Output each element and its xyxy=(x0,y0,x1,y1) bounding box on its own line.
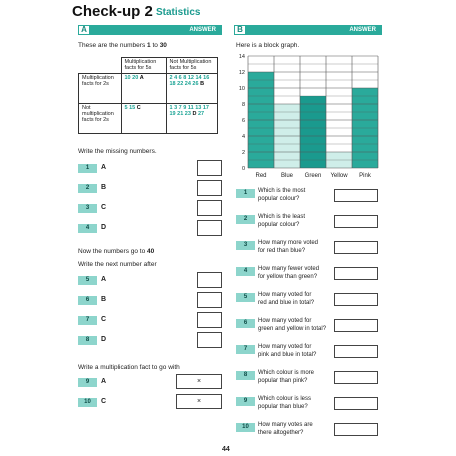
question-a-letter: C xyxy=(101,316,107,323)
question-b-line1: How many more voted xyxy=(258,240,319,246)
y-tick-label: 14 xyxy=(238,54,245,60)
question-b-number: 7 xyxy=(236,345,255,354)
question-a-number: 9 xyxy=(78,378,97,387)
section-a-intro: These are the numbers 1 to 30 xyxy=(78,42,167,49)
y-tick-label: 4 xyxy=(241,134,245,140)
y-tick-label: 10 xyxy=(238,86,245,92)
question-b-number: 5 xyxy=(236,293,255,302)
answer-box-a[interactable] xyxy=(197,312,222,328)
question-b-text xyxy=(258,395,311,411)
question-b-line2: popular than blue? xyxy=(258,404,308,410)
question-a-letter: C xyxy=(101,204,107,211)
question-a-number: 2 xyxy=(78,184,97,193)
table-cell-r1c1: 10 20 A xyxy=(121,74,166,104)
question-a-letter: B xyxy=(101,184,107,191)
answer-box-a[interactable] xyxy=(197,332,222,348)
section-b-answer-label: ANSWER xyxy=(349,27,376,33)
instruction-missing: Write the missing numbers. xyxy=(78,148,157,155)
question-b-text xyxy=(258,291,314,307)
answer-box-b[interactable] xyxy=(334,397,378,410)
question-b-line2: for red than blue? xyxy=(258,248,306,254)
question-b-number: 4 xyxy=(236,267,255,276)
question-b-line2: red and blue in total? xyxy=(258,300,315,306)
multiplication-answer-box[interactable] xyxy=(176,394,222,409)
answer-box-b[interactable] xyxy=(334,241,378,254)
question-b-number: 6 xyxy=(236,319,255,328)
answer-box-a[interactable] xyxy=(197,272,222,288)
table-cell-r2c1: 5 15 C xyxy=(121,104,166,134)
question-b-line1: How many voted for xyxy=(258,318,312,324)
table-cell-r1c2: 2 4 6 8 12 14 16 18 22 24 26 B xyxy=(166,74,218,104)
question-b-number: 2 xyxy=(236,215,255,224)
question-b-line2: popular than pink? xyxy=(258,378,308,384)
section-a-letter: A xyxy=(78,25,90,35)
section-b-intro: Here is a block graph. xyxy=(236,42,300,49)
section-a-bar xyxy=(78,25,222,35)
multiplication-answer-box[interactable] xyxy=(176,374,222,389)
question-b-line1: Which colour is less xyxy=(258,396,312,402)
question-b-text xyxy=(258,265,319,281)
question-a-letter: A xyxy=(101,164,107,171)
question-a-number: 4 xyxy=(78,224,97,233)
answer-box-b[interactable] xyxy=(334,423,378,436)
question-b-line1: Which is the least xyxy=(258,214,306,220)
instruction-mult-fact: Write a multiplication fact to go with xyxy=(78,364,180,371)
answer-box-a[interactable] xyxy=(197,160,222,176)
question-a-letter: A xyxy=(101,378,107,385)
question-b-line1: How many fewer voted xyxy=(258,266,320,272)
block-graph xyxy=(232,50,382,182)
question-b-line1: How many voted for xyxy=(258,344,312,350)
question-a-letter: D xyxy=(101,224,107,231)
question-b-line2: there altogether? xyxy=(258,430,304,436)
table-row1-header: Multiplication facts for 2s xyxy=(79,74,122,104)
question-b-line2: for yellow than green? xyxy=(258,274,318,280)
section-a-answer-label: ANSWER xyxy=(189,27,216,33)
question-b-line2: popular colour? xyxy=(258,196,300,202)
answer-box-b[interactable] xyxy=(334,319,378,332)
bar-green xyxy=(300,96,326,168)
question-b-number: 10 xyxy=(236,423,255,432)
question-b-line2: green and yellow in total? xyxy=(258,326,327,332)
question-a-letter: D xyxy=(101,336,107,343)
x-category-label: Blue xyxy=(280,173,294,179)
times-sign: × xyxy=(196,378,202,385)
answer-box-a[interactable] xyxy=(197,180,222,196)
section-b-bar xyxy=(234,25,382,35)
answer-box-a[interactable] xyxy=(197,200,222,216)
question-b-text xyxy=(258,369,314,385)
page-subtitle: Statistics xyxy=(156,7,201,18)
question-b-text xyxy=(258,317,326,333)
y-tick-label: 6 xyxy=(241,118,245,124)
times-sign: × xyxy=(196,398,202,405)
answer-box-b[interactable] xyxy=(334,345,378,358)
y-tick-label: 0 xyxy=(241,166,245,172)
x-category-label: Red xyxy=(255,173,267,179)
venn-table xyxy=(78,57,218,134)
question-b-line2: pink and blue in total? xyxy=(258,352,317,358)
y-tick-label: 8 xyxy=(241,102,245,108)
page-title: Check-up 2 xyxy=(72,3,153,20)
question-b-text xyxy=(258,187,305,203)
question-a-number: 3 xyxy=(78,204,97,213)
answer-box-a[interactable] xyxy=(197,292,222,308)
question-b-number: 9 xyxy=(236,397,255,406)
table-col1-header: Multiplication facts for 5s xyxy=(121,58,166,74)
instruction-go-to: Now the numbers go to 40 xyxy=(78,248,155,255)
question-a-number: 6 xyxy=(78,296,97,305)
answer-box-a[interactable] xyxy=(197,220,222,236)
y-tick-label: 2 xyxy=(241,150,245,156)
question-a-letter: C xyxy=(101,398,107,405)
question-b-text xyxy=(258,239,318,255)
table-cell-r2c2: 1 3 7 9 11 13 17 19 21 23 D 27 xyxy=(166,104,218,134)
question-b-number: 1 xyxy=(236,189,255,198)
x-category-label: Pink xyxy=(359,173,371,179)
answer-box-b[interactable] xyxy=(334,189,378,202)
question-b-line1: Which is the most xyxy=(258,188,306,194)
question-a-number: 8 xyxy=(78,336,97,345)
instruction-next-after: Write the next number after xyxy=(78,261,157,268)
table-col2-header: Not Multiplication facts for 5s xyxy=(166,58,218,74)
question-b-text xyxy=(258,421,313,437)
question-b-number: 8 xyxy=(236,371,255,380)
answer-box-b[interactable] xyxy=(334,215,378,228)
question-b-number: 3 xyxy=(236,241,255,250)
question-b-line1: How many votes are xyxy=(258,422,313,428)
question-b-text xyxy=(258,213,305,229)
question-b-line1: Which colour is more xyxy=(258,370,315,376)
x-category-label: Yellow xyxy=(330,173,348,179)
question-a-letter: B xyxy=(101,296,107,303)
question-a-number: 5 xyxy=(78,276,97,285)
answer-box-b[interactable] xyxy=(334,293,378,306)
y-tick-label: 12 xyxy=(238,70,245,76)
question-b-text xyxy=(258,343,316,359)
page-number: 44 xyxy=(222,446,230,453)
question-b-line2: popular colour? xyxy=(258,222,300,228)
table-row2-header: Not multiplication facts for 2s xyxy=(79,104,122,134)
question-a-number: 1 xyxy=(78,164,97,173)
answer-box-b[interactable] xyxy=(334,267,378,280)
question-b-line1: How many voted for xyxy=(258,292,312,298)
section-b-letter: B xyxy=(234,25,246,35)
question-a-number: 10 xyxy=(78,398,97,407)
question-a-number: 7 xyxy=(78,316,97,325)
x-category-label: Green xyxy=(304,173,322,179)
table-corner xyxy=(79,58,122,74)
question-a-letter: A xyxy=(101,276,107,283)
answer-box-b[interactable] xyxy=(334,371,378,384)
